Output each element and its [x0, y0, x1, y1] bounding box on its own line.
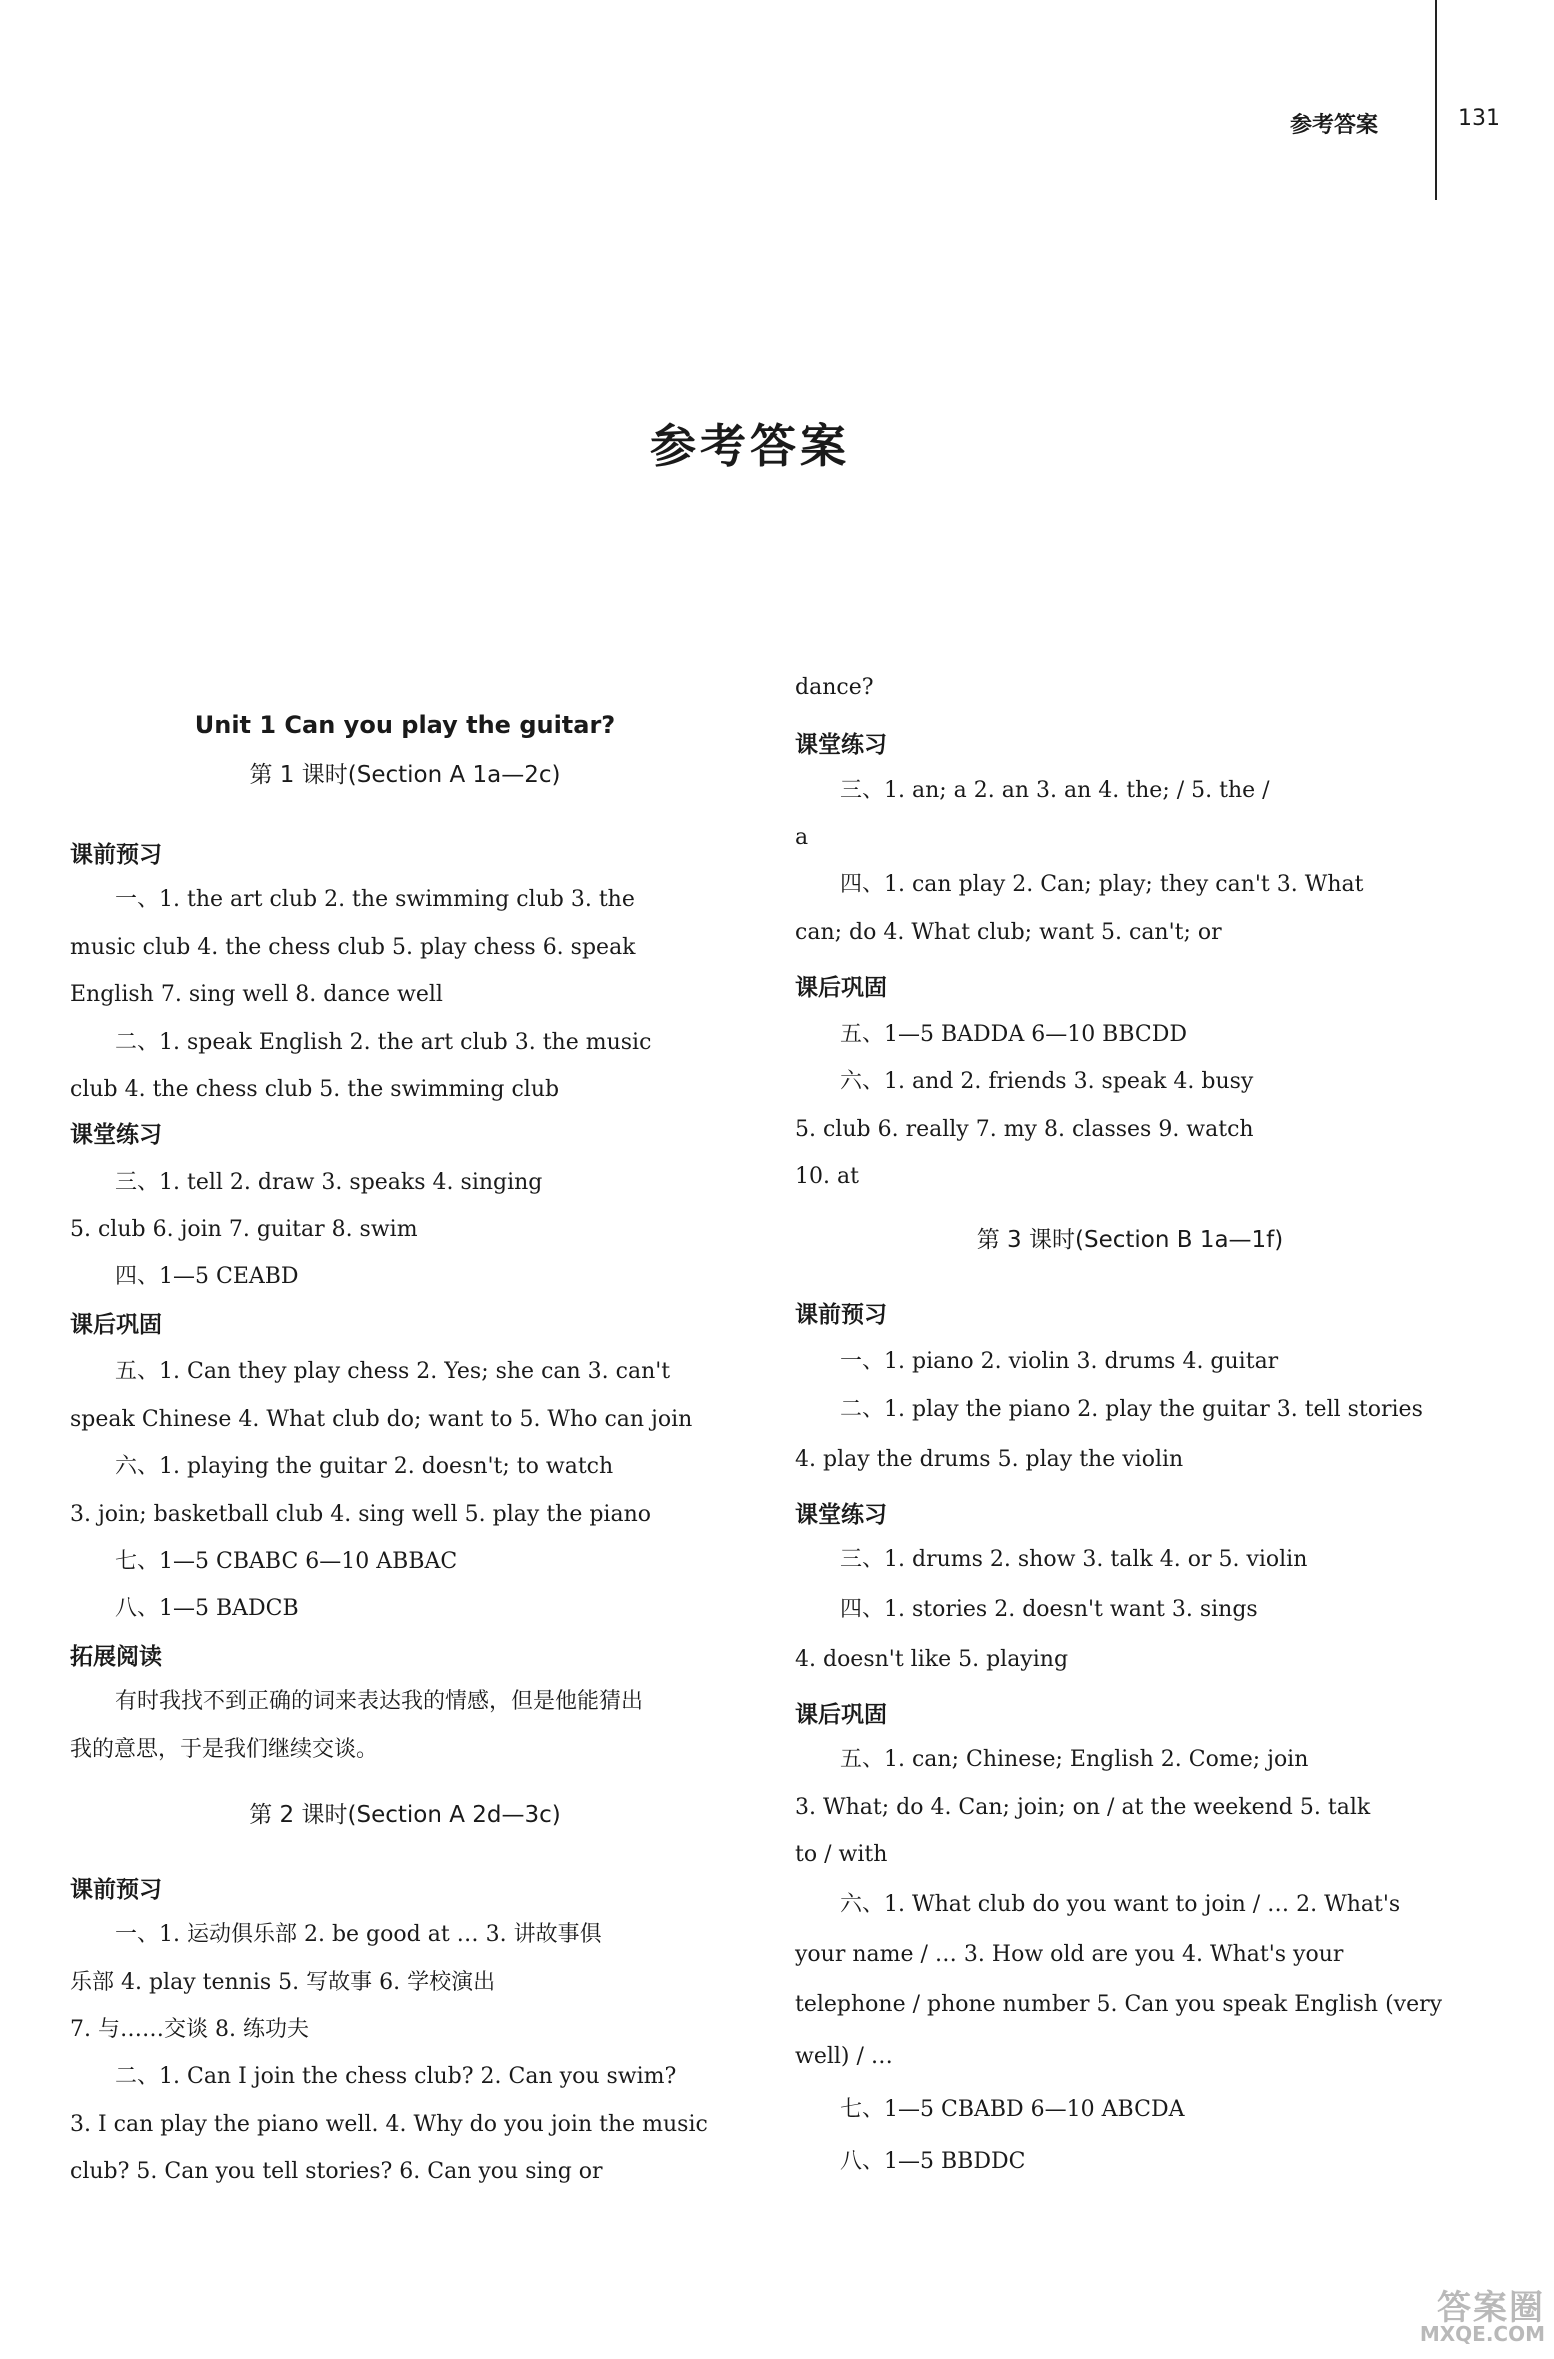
section-heading: 课前预习 — [70, 842, 162, 868]
answer-line: 七、1—5 CBABD 6—10 ABCDA — [840, 2097, 1185, 2122]
answer-line: 一、1. piano 2. violin 3. drums 4. guitar — [840, 1349, 1279, 1374]
answer-line: 3. join; basketball club 4. sing well 5. play the piano — [70, 1502, 651, 1527]
answer-line: 4. play the drums 5. play the violin — [795, 1447, 1184, 1472]
section-heading: 课前预习 — [795, 1302, 887, 1328]
page-title: 参考答案 — [650, 419, 850, 473]
answer-line: 三、1. tell 2. draw 3. speaks 4. singing — [115, 1170, 543, 1195]
answer-line: 四、1—5 CEABD — [115, 1264, 299, 1289]
answer-line: 3. What; do 4. Can; join; on / at the weekend 5. talk — [795, 1795, 1371, 1820]
answer-line: 二、1. Can I join the chess club? 2. Can you swim? — [115, 2064, 677, 2089]
answer-line: English 7. sing well 8. dance well — [70, 982, 443, 1007]
answer-line: 10. at — [795, 1164, 859, 1189]
answer-line: 三、1. drums 2. show 3. talk 4. or 5. violin — [840, 1547, 1308, 1572]
answer-line: a — [795, 825, 809, 850]
site-watermark — [1345, 2288, 1545, 2355]
answer-line: 八、1—5 BBDDC — [840, 2149, 1026, 2174]
section-heading: 课后巩固 — [795, 1702, 887, 1728]
answer-line: telephone / phone number 5. Can you speak English (very — [795, 1992, 1443, 2017]
answer-line: club 4. the chess club 5. the swimming club — [70, 1077, 560, 1102]
answer-line: 四、1. can play 2. Can; play; they can't 3. What — [840, 872, 1364, 897]
answer-line: 5. club 6. join 7. guitar 8. swim — [70, 1217, 418, 1242]
answer-line: 4. doesn't like 5. playing — [795, 1647, 1069, 1672]
section-heading: 课后巩固 — [70, 1312, 162, 1338]
answer-line: 五、1—5 BADDA 6—10 BBCDD — [840, 1022, 1188, 1047]
answer-line: 有时我找不到正确的词来表达我的情感，但是他能猜出 — [115, 1689, 644, 1714]
section-heading: 课后巩固 — [795, 975, 887, 1001]
answer-line: 八、1—5 BADCB — [115, 1596, 299, 1621]
answer-line: to / with — [795, 1842, 888, 1867]
watermark-logo: 答案圈 — [1437, 2288, 1545, 2328]
answer-line: 一、1. 运动俱乐部 2. be good at … 3. 讲故事俱 — [115, 1922, 602, 1947]
answer-line: can; do 4. What club; want 5. can't; or — [795, 920, 1222, 945]
answer-line: music club 4. the chess club 5. play chess 6. speak — [70, 935, 636, 960]
section-heading: 课堂练习 — [70, 1122, 162, 1148]
running-header: 参考答案 — [1290, 113, 1379, 138]
lesson-title: 第 3 课时(Section B 1a—1f) — [976, 1227, 1284, 1253]
section-heading: 课前预习 — [70, 1877, 162, 1903]
answer-line: 六、1. What club do you want to join / … 2. What's — [840, 1892, 1401, 1917]
answer-line: 五、1. can; Chinese; English 2. Come; join — [840, 1747, 1309, 1772]
section-heading: 课堂练习 — [795, 732, 887, 758]
answer-line: 我的意思，于是我们继续交谈。 — [70, 1737, 379, 1762]
answer-line: 一、1. the art club 2. the swimming club 3. the — [115, 887, 635, 912]
page-number: 131 — [1458, 106, 1500, 131]
answer-line: 四、1. stories 2. doesn't want 3. sings — [840, 1597, 1258, 1622]
answer-line: 7. 与……交谈 8. 练功夫 — [70, 2017, 309, 2042]
answer-line: 5. club 6. really 7. my 8. classes 9. watch — [795, 1117, 1254, 1142]
answer-line: dance? — [795, 675, 874, 700]
section-heading: 课堂练习 — [795, 1502, 887, 1528]
lesson-title: 第 1 课时(Section A 1a—2c) — [249, 762, 561, 788]
answer-line: speak Chinese 4. What club do; want to 5. Who can join — [70, 1407, 693, 1432]
lesson-title: 第 2 课时(Section A 2d—3c) — [249, 1802, 561, 1828]
answer-line: club? 5. Can you tell stories? 6. Can you sing or — [70, 2159, 603, 2184]
answer-line: 二、1. speak English 2. the art club 3. the music — [115, 1030, 652, 1055]
answer-line: 五、1. Can they play chess 2. Yes; she can 3. can't — [115, 1359, 671, 1384]
answer-line: 乐部 4. play tennis 5. 写故事 6. 学校演出 — [70, 1970, 496, 1995]
lesson-title: Unit 1 Can you play the guitar? — [194, 711, 616, 739]
answer-line: 七、1—5 CBABC 6—10 ABBAC — [115, 1549, 458, 1574]
answer-line: 三、1. an; a 2. an 3. an 4. the; / 5. the / — [840, 778, 1270, 803]
answer-line: well) / … — [795, 2044, 893, 2069]
answer-line: 二、1. play the piano 2. play the guitar 3. tell stories — [840, 1397, 1423, 1422]
watermark-url: MXQE.COM — [1419, 2322, 1545, 2346]
answer-line: 六、1. and 2. friends 3. speak 4. busy — [840, 1069, 1254, 1094]
answer-line: 六、1. playing the guitar 2. doesn't; to watch — [115, 1454, 614, 1479]
section-heading: 拓展阅读 — [70, 1644, 162, 1670]
answer-line: 3. I can play the piano well. 4. Why do you join the music — [70, 2112, 708, 2137]
header-rule — [1435, 0, 1437, 200]
answer-line: your name / … 3. How old are you 4. What's your — [795, 1942, 1344, 1967]
